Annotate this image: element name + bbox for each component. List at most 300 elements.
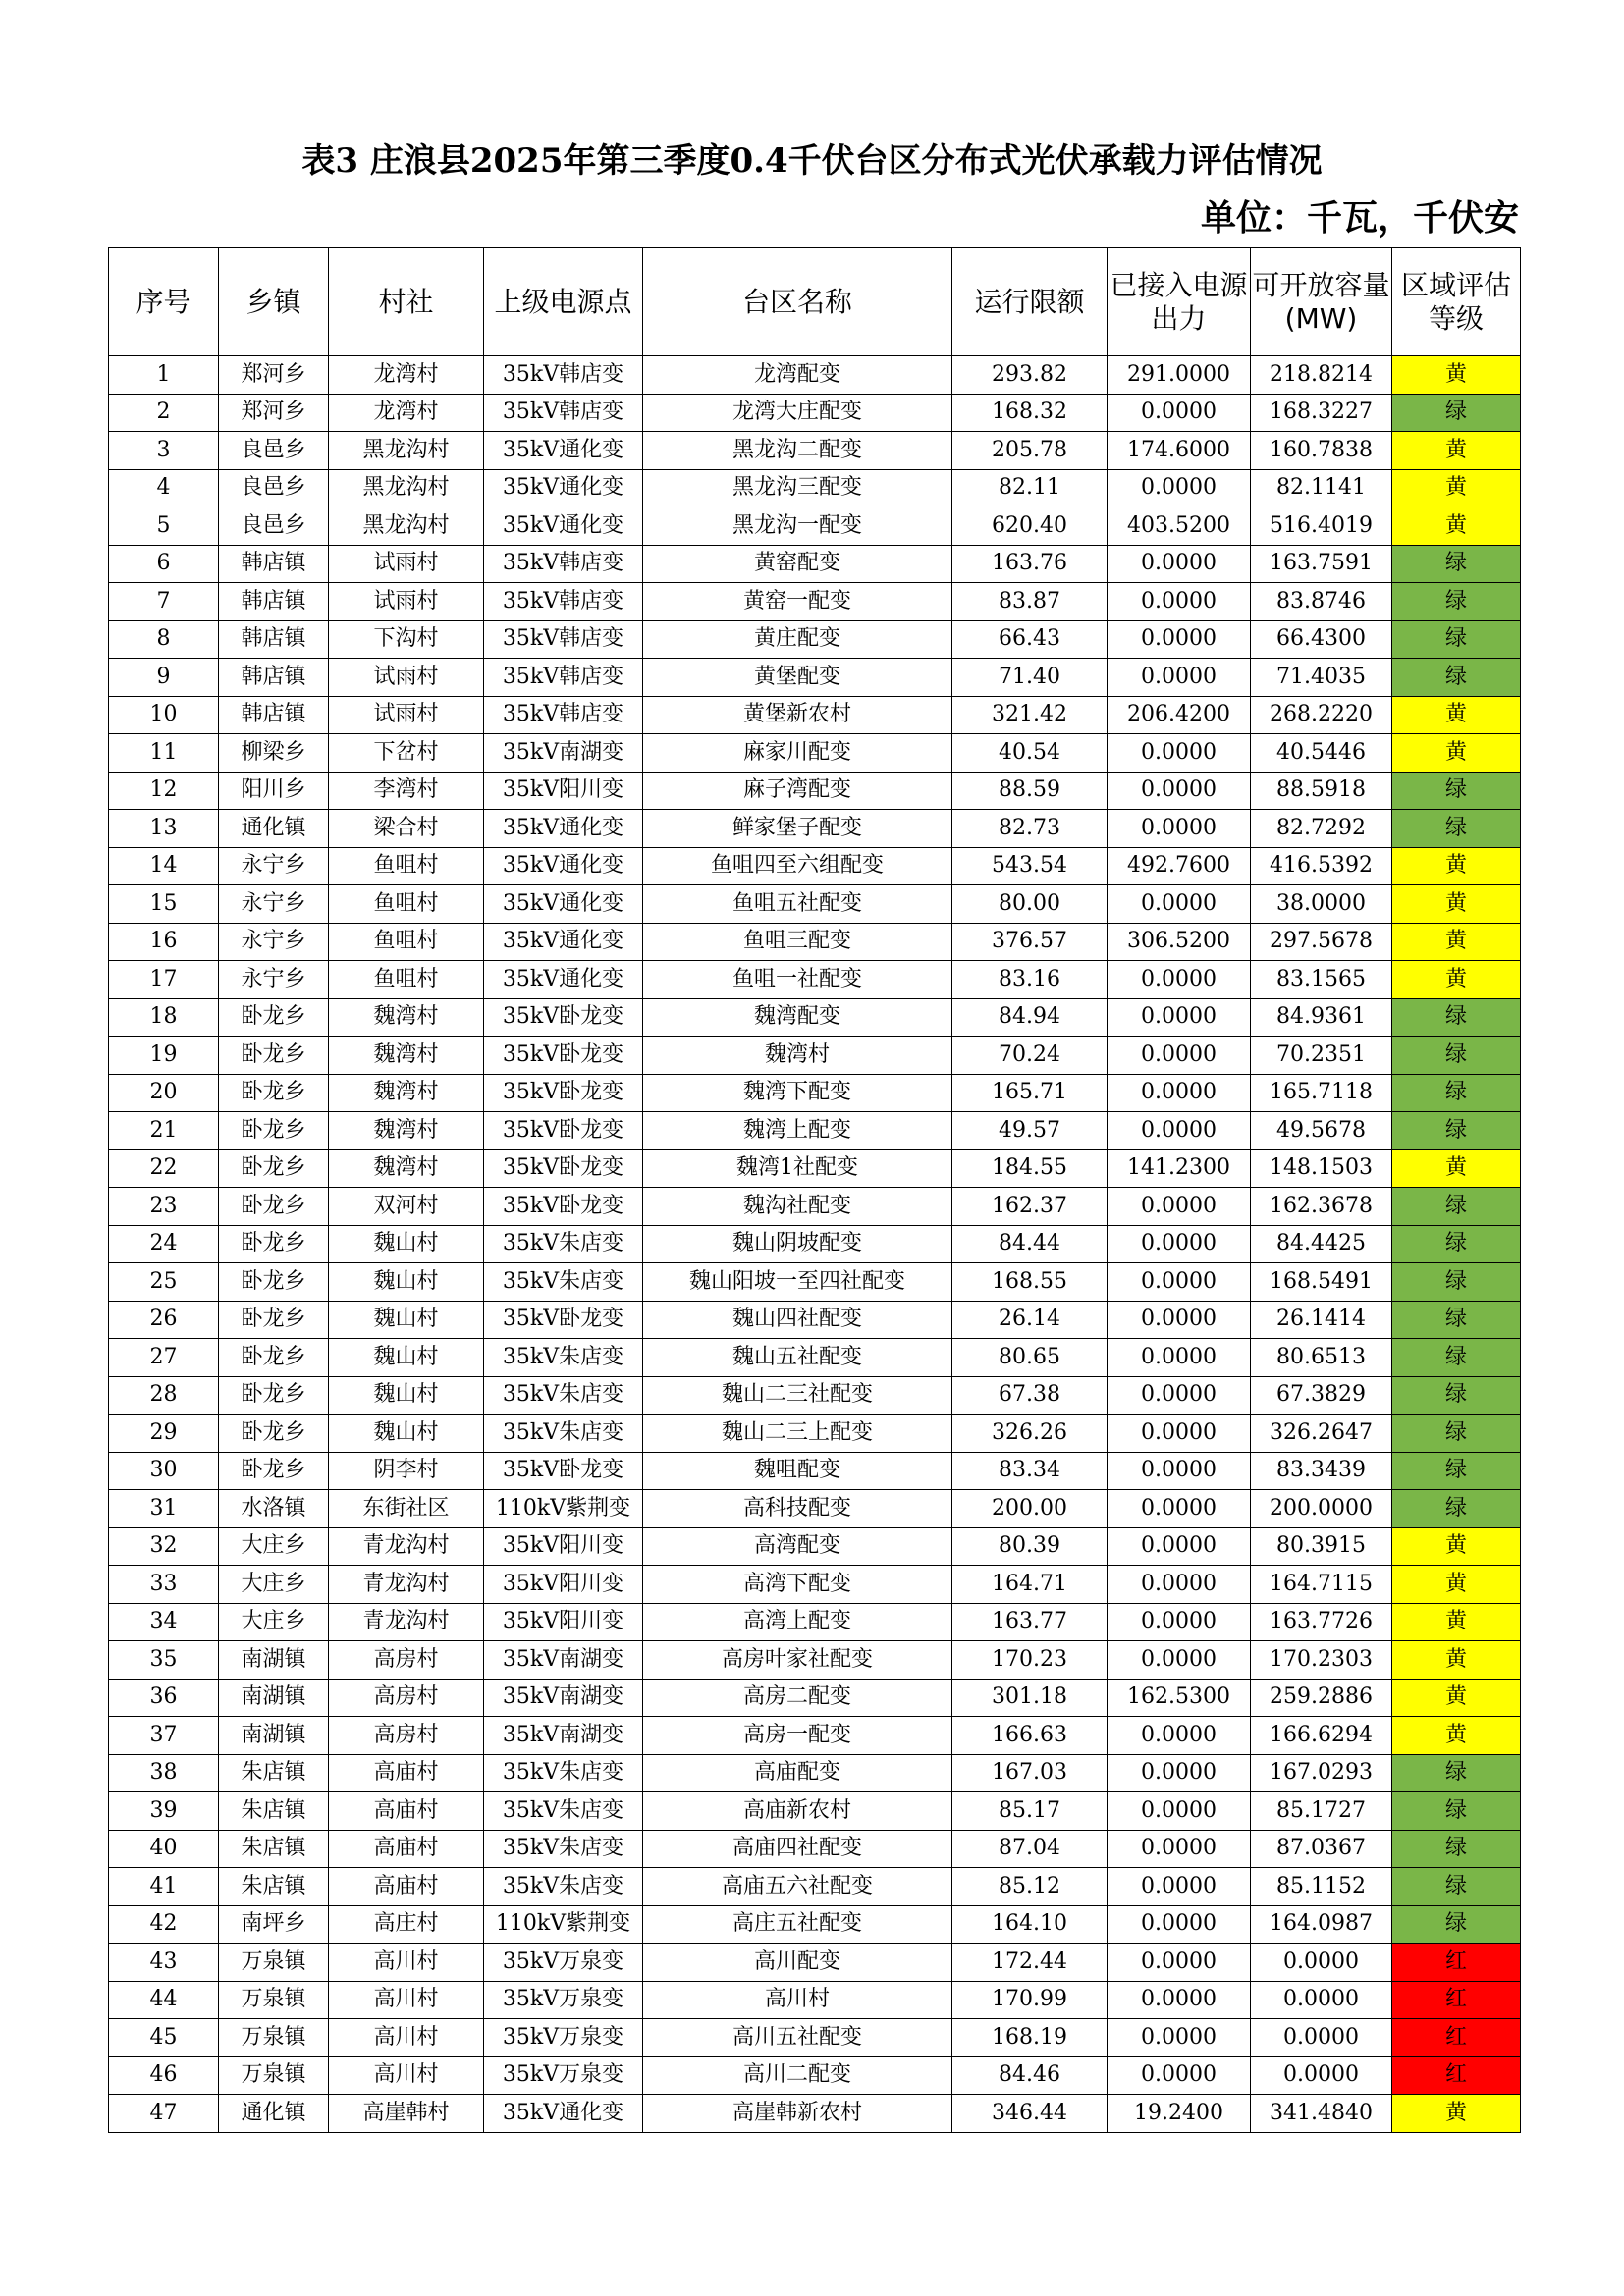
cell-connected-output: 141.2300 — [1108, 1149, 1251, 1188]
cell-area-name: 龙湾大庄配变 — [643, 394, 952, 432]
cell-level: 黄 — [1392, 1527, 1521, 1566]
cell-open-capacity: 66.4300 — [1251, 620, 1392, 659]
cell-township: 卧龙乡 — [219, 1188, 329, 1226]
table-row — [109, 1944, 1521, 1982]
cell-open-capacity: 85.1727 — [1251, 1792, 1392, 1831]
cell-index: 30 — [109, 1452, 219, 1490]
cell-open-capacity: 200.0000 — [1251, 1490, 1392, 1528]
cell-area-name: 魏湾上配变 — [643, 1112, 952, 1150]
cell-village: 魏山村 — [329, 1339, 484, 1377]
cell-operating-limit: 71.40 — [952, 659, 1108, 697]
cell-open-capacity: 516.4019 — [1251, 507, 1392, 546]
cell-township: 通化镇 — [219, 810, 329, 848]
cell-village: 下岔村 — [329, 734, 484, 773]
cell-village: 魏山村 — [329, 1376, 484, 1415]
table-row — [109, 1415, 1521, 1453]
cell-open-capacity: 0.0000 — [1251, 2056, 1392, 2095]
table-row — [109, 1339, 1521, 1377]
cell-village: 魏湾村 — [329, 1074, 484, 1112]
cell-connected-output: 0.0000 — [1108, 1263, 1251, 1302]
cell-open-capacity: 85.1152 — [1251, 1868, 1392, 1906]
cell-area-name: 龙湾配变 — [643, 356, 952, 395]
cell-power-source: 35kV阳川变 — [484, 1603, 643, 1641]
cell-operating-limit: 67.38 — [952, 1376, 1108, 1415]
table-row — [109, 620, 1521, 659]
cell-operating-limit: 184.55 — [952, 1149, 1108, 1188]
cell-open-capacity: 166.6294 — [1251, 1717, 1392, 1755]
cell-connected-output: 0.0000 — [1108, 394, 1251, 432]
cell-open-capacity: 164.0987 — [1251, 1905, 1392, 1944]
cell-connected-output: 0.0000 — [1108, 1792, 1251, 1831]
cell-operating-limit: 376.57 — [952, 923, 1108, 961]
cell-power-source: 35kV万泉变 — [484, 2019, 643, 2057]
cell-power-source: 35kV卧龙变 — [484, 1074, 643, 1112]
cell-open-capacity: 416.5392 — [1251, 847, 1392, 885]
cell-operating-limit: 88.59 — [952, 772, 1108, 810]
cell-area-name: 黄堡新农村 — [643, 696, 952, 734]
cell-connected-output: 0.0000 — [1108, 1566, 1251, 1604]
cell-operating-limit: 85.12 — [952, 1868, 1108, 1906]
header-township: 乡镇 — [219, 248, 329, 356]
cell-township: 大庄乡 — [219, 1603, 329, 1641]
cell-operating-limit: 543.54 — [952, 847, 1108, 885]
cell-index: 19 — [109, 1037, 219, 1075]
cell-open-capacity: 168.5491 — [1251, 1263, 1392, 1302]
cell-power-source: 35kV通化变 — [484, 847, 643, 885]
cell-operating-limit: 82.11 — [952, 469, 1108, 507]
table-row — [109, 583, 1521, 621]
cell-power-source: 35kV南湖变 — [484, 734, 643, 773]
table-row — [109, 432, 1521, 470]
cell-open-capacity: 167.0293 — [1251, 1754, 1392, 1792]
cell-operating-limit: 166.63 — [952, 1717, 1108, 1755]
cell-index: 4 — [109, 469, 219, 507]
cell-connected-output: 0.0000 — [1108, 1112, 1251, 1150]
cell-connected-output: 0.0000 — [1108, 1830, 1251, 1868]
cell-village: 黑龙沟村 — [329, 432, 484, 470]
header-connected-output: 已接入电源出力 — [1108, 248, 1251, 356]
cell-open-capacity: 326.2647 — [1251, 1415, 1392, 1453]
cell-level: 红 — [1392, 2056, 1521, 2095]
cell-area-name: 麻家川配变 — [643, 734, 952, 773]
cell-operating-limit: 346.44 — [952, 2095, 1108, 2133]
cell-area-name: 高川村 — [643, 1981, 952, 2019]
cell-township: 卧龙乡 — [219, 1415, 329, 1453]
cell-level: 绿 — [1392, 1792, 1521, 1831]
cell-village: 东街社区 — [329, 1490, 484, 1528]
cell-operating-limit: 326.26 — [952, 1415, 1108, 1453]
cell-operating-limit: 83.87 — [952, 583, 1108, 621]
cell-index: 35 — [109, 1641, 219, 1680]
cell-village: 魏湾村 — [329, 1037, 484, 1075]
cell-connected-output: 0.0000 — [1108, 1188, 1251, 1226]
cell-open-capacity: 82.1141 — [1251, 469, 1392, 507]
cell-area-name: 魏山二三上配变 — [643, 1415, 952, 1453]
cell-village: 高庙村 — [329, 1792, 484, 1831]
cell-power-source: 35kV朱店变 — [484, 1263, 643, 1302]
cell-index: 25 — [109, 1263, 219, 1302]
cell-connected-output: 0.0000 — [1108, 620, 1251, 659]
cell-open-capacity: 160.7838 — [1251, 432, 1392, 470]
cell-operating-limit: 200.00 — [952, 1490, 1108, 1528]
cell-level: 黄 — [1392, 1717, 1521, 1755]
cell-level: 绿 — [1392, 1263, 1521, 1302]
cell-connected-output: 0.0000 — [1108, 583, 1251, 621]
table-row — [109, 1263, 1521, 1302]
cell-operating-limit: 87.04 — [952, 1830, 1108, 1868]
table-body — [109, 356, 1521, 2133]
table-row — [109, 1830, 1521, 1868]
cell-level: 绿 — [1392, 394, 1521, 432]
cell-index: 29 — [109, 1415, 219, 1453]
cell-operating-limit: 83.16 — [952, 961, 1108, 999]
cell-township: 卧龙乡 — [219, 1263, 329, 1302]
cell-power-source: 110kV紫荆变 — [484, 1490, 643, 1528]
cell-level: 黄 — [1392, 847, 1521, 885]
cell-open-capacity: 168.3227 — [1251, 394, 1392, 432]
cell-connected-output: 0.0000 — [1108, 1376, 1251, 1415]
cell-area-name: 黄窑一配变 — [643, 583, 952, 621]
cell-power-source: 35kV韩店变 — [484, 696, 643, 734]
cell-level: 黄 — [1392, 885, 1521, 924]
cell-operating-limit: 162.37 — [952, 1188, 1108, 1226]
cell-township: 良邑乡 — [219, 507, 329, 546]
cell-level: 绿 — [1392, 1037, 1521, 1075]
cell-village: 黑龙沟村 — [329, 507, 484, 546]
cell-area-name: 麻子湾配变 — [643, 772, 952, 810]
cell-index: 27 — [109, 1339, 219, 1377]
cell-village: 试雨村 — [329, 696, 484, 734]
cell-power-source: 35kV卧龙变 — [484, 998, 643, 1037]
cell-level: 黄 — [1392, 469, 1521, 507]
cell-operating-limit: 167.03 — [952, 1754, 1108, 1792]
cell-power-source: 35kV通化变 — [484, 2095, 643, 2133]
cell-operating-limit: 164.10 — [952, 1905, 1108, 1944]
cell-township: 卧龙乡 — [219, 1452, 329, 1490]
cell-operating-limit: 163.76 — [952, 545, 1108, 583]
table-row — [109, 1037, 1521, 1075]
cell-power-source: 35kV卧龙变 — [484, 1452, 643, 1490]
cell-level: 黄 — [1392, 432, 1521, 470]
cell-village: 高川村 — [329, 1981, 484, 2019]
cell-village: 龙湾村 — [329, 394, 484, 432]
cell-connected-output: 0.0000 — [1108, 1527, 1251, 1566]
cell-connected-output: 0.0000 — [1108, 1641, 1251, 1680]
cell-level: 红 — [1392, 2019, 1521, 2057]
cell-index: 18 — [109, 998, 219, 1037]
cell-township: 南湖镇 — [219, 1679, 329, 1717]
cell-township: 卧龙乡 — [219, 1301, 329, 1339]
cell-level: 黄 — [1392, 507, 1521, 546]
cell-area-name: 魏咀配变 — [643, 1452, 952, 1490]
cell-open-capacity: 163.7591 — [1251, 545, 1392, 583]
cell-power-source: 35kV韩店变 — [484, 659, 643, 697]
table-title: 表3 庄浪县2025年第三季度0.4千伏台区分布式光伏承载力评估情况 — [301, 141, 1323, 181]
table-row — [109, 1225, 1521, 1263]
cell-power-source: 35kV通化变 — [484, 507, 643, 546]
cell-open-capacity: 49.5678 — [1251, 1112, 1392, 1150]
table-row — [109, 1527, 1521, 1566]
cell-open-capacity: 148.1503 — [1251, 1149, 1392, 1188]
cell-open-capacity: 165.7118 — [1251, 1074, 1392, 1112]
cell-power-source: 35kV通化变 — [484, 923, 643, 961]
cell-village: 青龙沟村 — [329, 1603, 484, 1641]
cell-open-capacity: 341.4840 — [1251, 2095, 1392, 2133]
cell-power-source: 35kV万泉变 — [484, 1981, 643, 2019]
cell-connected-output: 0.0000 — [1108, 1037, 1251, 1075]
cell-index: 21 — [109, 1112, 219, 1150]
cell-level: 绿 — [1392, 1905, 1521, 1944]
cell-area-name: 高房一配变 — [643, 1717, 952, 1755]
cell-open-capacity: 83.3439 — [1251, 1452, 1392, 1490]
cell-index: 9 — [109, 659, 219, 697]
cell-operating-limit: 66.43 — [952, 620, 1108, 659]
table-row — [109, 1376, 1521, 1415]
cell-operating-limit: 172.44 — [952, 1944, 1108, 1982]
cell-open-capacity: 67.3829 — [1251, 1376, 1392, 1415]
table-row — [109, 1981, 1521, 2019]
cell-township: 卧龙乡 — [219, 1339, 329, 1377]
cell-open-capacity: 87.0367 — [1251, 1830, 1392, 1868]
cell-level: 绿 — [1392, 1301, 1521, 1339]
cell-power-source: 35kV南湖变 — [484, 1717, 643, 1755]
cell-area-name: 魏山五社配变 — [643, 1339, 952, 1377]
cell-area-name: 高庙五六社配变 — [643, 1868, 952, 1906]
cell-area-name: 高川五社配变 — [643, 2019, 952, 2057]
cell-connected-output: 0.0000 — [1108, 1074, 1251, 1112]
cell-village: 高川村 — [329, 1944, 484, 1982]
cell-area-name: 高崖韩新农村 — [643, 2095, 952, 2133]
cell-power-source: 35kV南湖变 — [484, 1679, 643, 1717]
cell-connected-output: 291.0000 — [1108, 356, 1251, 395]
cell-connected-output: 0.0000 — [1108, 2056, 1251, 2095]
table-row — [109, 1717, 1521, 1755]
cell-index: 42 — [109, 1905, 219, 1944]
cell-level: 绿 — [1392, 620, 1521, 659]
cell-level: 绿 — [1392, 545, 1521, 583]
cell-power-source: 35kV朱店变 — [484, 1376, 643, 1415]
cell-open-capacity: 162.3678 — [1251, 1188, 1392, 1226]
cell-power-source: 35kV朱店变 — [484, 1225, 643, 1263]
cell-village: 试雨村 — [329, 583, 484, 621]
cell-operating-limit: 165.71 — [952, 1074, 1108, 1112]
cell-power-source: 110kV紫荆变 — [484, 1905, 643, 1944]
cell-level: 黄 — [1392, 1641, 1521, 1680]
cell-level: 黄 — [1392, 1603, 1521, 1641]
cell-level: 绿 — [1392, 1112, 1521, 1150]
cell-index: 37 — [109, 1717, 219, 1755]
cell-power-source: 35kV朱店变 — [484, 1868, 643, 1906]
cell-level: 绿 — [1392, 1188, 1521, 1226]
cell-level: 黄 — [1392, 1679, 1521, 1717]
cell-operating-limit: 163.77 — [952, 1603, 1108, 1641]
table-row — [109, 885, 1521, 924]
header-village: 村社 — [329, 248, 484, 356]
cell-index: 32 — [109, 1527, 219, 1566]
cell-index: 28 — [109, 1376, 219, 1415]
cell-township: 良邑乡 — [219, 432, 329, 470]
table-row — [109, 394, 1521, 432]
cell-power-source: 35kV韩店变 — [484, 620, 643, 659]
cell-village: 李湾村 — [329, 772, 484, 810]
cell-area-name: 黄庄配变 — [643, 620, 952, 659]
cell-connected-output: 0.0000 — [1108, 2019, 1251, 2057]
cell-area-name: 高庄五社配变 — [643, 1905, 952, 1944]
cell-village: 鱼咀村 — [329, 961, 484, 999]
cell-power-source: 35kV卧龙变 — [484, 1037, 643, 1075]
cell-index: 46 — [109, 2056, 219, 2095]
cell-area-name: 黄窑配变 — [643, 545, 952, 583]
cell-open-capacity: 26.1414 — [1251, 1301, 1392, 1339]
table-row — [109, 1301, 1521, 1339]
cell-connected-output: 0.0000 — [1108, 1603, 1251, 1641]
cell-index: 23 — [109, 1188, 219, 1226]
table-row — [109, 2019, 1521, 2057]
cell-connected-output: 0.0000 — [1108, 885, 1251, 924]
table-row — [109, 545, 1521, 583]
cell-level: 黄 — [1392, 961, 1521, 999]
cell-operating-limit: 321.42 — [952, 696, 1108, 734]
cell-township: 南湖镇 — [219, 1717, 329, 1755]
cell-power-source: 35kV朱店变 — [484, 1415, 643, 1453]
cell-township: 卧龙乡 — [219, 1037, 329, 1075]
cell-index: 44 — [109, 1981, 219, 2019]
cell-area-name: 高房叶家社配变 — [643, 1641, 952, 1680]
table-row — [109, 961, 1521, 999]
cell-index: 26 — [109, 1301, 219, 1339]
cell-village: 高房村 — [329, 1641, 484, 1680]
cell-township: 韩店镇 — [219, 583, 329, 621]
table-row — [109, 810, 1521, 848]
cell-level: 绿 — [1392, 1415, 1521, 1453]
cell-village: 黑龙沟村 — [329, 469, 484, 507]
cell-index: 15 — [109, 885, 219, 924]
table-row — [109, 1679, 1521, 1717]
cell-township: 郑河乡 — [219, 356, 329, 395]
cell-township: 朱店镇 — [219, 1830, 329, 1868]
cell-village: 魏湾村 — [329, 1112, 484, 1150]
cell-area-name: 黑龙沟二配变 — [643, 432, 952, 470]
table-row — [109, 772, 1521, 810]
cell-operating-limit: 26.14 — [952, 1301, 1108, 1339]
cell-township: 卧龙乡 — [219, 1112, 329, 1150]
cell-connected-output: 0.0000 — [1108, 734, 1251, 773]
cell-village: 鱼咀村 — [329, 885, 484, 924]
cell-area-name: 高科技配变 — [643, 1490, 952, 1528]
cell-village: 青龙沟村 — [329, 1527, 484, 1566]
cell-connected-output: 0.0000 — [1108, 545, 1251, 583]
table-row — [109, 659, 1521, 697]
cell-area-name: 高川二配变 — [643, 2056, 952, 2095]
cell-power-source: 35kV南湖变 — [484, 1641, 643, 1680]
cell-village: 阴李村 — [329, 1452, 484, 1490]
table-row — [109, 923, 1521, 961]
cell-township: 大庄乡 — [219, 1527, 329, 1566]
cell-level: 绿 — [1392, 1830, 1521, 1868]
cell-index: 36 — [109, 1679, 219, 1717]
table-row — [109, 507, 1521, 546]
cell-township: 阳川乡 — [219, 772, 329, 810]
cell-village: 高庄村 — [329, 1905, 484, 1944]
cell-open-capacity: 83.1565 — [1251, 961, 1392, 999]
table-row — [109, 1792, 1521, 1831]
cell-village: 青龙沟村 — [329, 1566, 484, 1604]
cell-village: 试雨村 — [329, 545, 484, 583]
header-index: 序号 — [109, 248, 219, 356]
cell-township: 万泉镇 — [219, 2019, 329, 2057]
cell-area-name: 鲜家堡子配变 — [643, 810, 952, 848]
table-row — [109, 1188, 1521, 1226]
cell-index: 47 — [109, 2095, 219, 2133]
cell-area-name: 魏湾村 — [643, 1037, 952, 1075]
cell-level: 绿 — [1392, 583, 1521, 621]
cell-open-capacity: 268.2220 — [1251, 696, 1392, 734]
cell-village: 高房村 — [329, 1679, 484, 1717]
cell-connected-output: 0.0000 — [1108, 772, 1251, 810]
cell-township: 卧龙乡 — [219, 998, 329, 1037]
cell-open-capacity: 40.5446 — [1251, 734, 1392, 773]
cell-connected-output: 0.0000 — [1108, 1981, 1251, 2019]
cell-area-name: 鱼咀一社配变 — [643, 961, 952, 999]
cell-township: 永宁乡 — [219, 885, 329, 924]
cell-area-name: 鱼咀三配变 — [643, 923, 952, 961]
cell-area-name: 高湾下配变 — [643, 1566, 952, 1604]
cell-index: 40 — [109, 1830, 219, 1868]
cell-connected-output: 0.0000 — [1108, 1339, 1251, 1377]
cell-operating-limit: 84.94 — [952, 998, 1108, 1037]
cell-village: 鱼咀村 — [329, 847, 484, 885]
cell-area-name: 高川配变 — [643, 1944, 952, 1982]
cell-level: 绿 — [1392, 998, 1521, 1037]
cell-township: 永宁乡 — [219, 847, 329, 885]
cell-village: 鱼咀村 — [329, 923, 484, 961]
cell-index: 14 — [109, 847, 219, 885]
cell-village: 高川村 — [329, 2056, 484, 2095]
cell-operating-limit: 49.57 — [952, 1112, 1108, 1150]
header-area-name: 台区名称 — [643, 248, 952, 356]
cell-index: 13 — [109, 810, 219, 848]
table-row — [109, 847, 1521, 885]
cell-connected-output: 0.0000 — [1108, 1452, 1251, 1490]
cell-power-source: 35kV阳川变 — [484, 772, 643, 810]
cell-index: 20 — [109, 1074, 219, 1112]
header-open-capacity: 可开放容量(MW) — [1251, 248, 1392, 356]
header-row — [109, 248, 1521, 356]
cell-open-capacity: 71.4035 — [1251, 659, 1392, 697]
cell-level: 绿 — [1392, 659, 1521, 697]
cell-village: 梁合村 — [329, 810, 484, 848]
cell-index: 45 — [109, 2019, 219, 2057]
cell-index: 16 — [109, 923, 219, 961]
cell-operating-limit: 170.23 — [952, 1641, 1108, 1680]
cell-township: 南湖镇 — [219, 1641, 329, 1680]
table-row — [109, 2056, 1521, 2095]
cell-township: 韩店镇 — [219, 696, 329, 734]
cell-power-source: 35kV朱店变 — [484, 1754, 643, 1792]
table-row — [109, 356, 1521, 395]
cell-level: 绿 — [1392, 1376, 1521, 1415]
cell-connected-output: 0.0000 — [1108, 1905, 1251, 1944]
cell-index: 22 — [109, 1149, 219, 1188]
cell-operating-limit: 80.00 — [952, 885, 1108, 924]
cell-open-capacity: 82.7292 — [1251, 810, 1392, 848]
cell-township: 万泉镇 — [219, 2056, 329, 2095]
cell-power-source: 35kV朱店变 — [484, 1830, 643, 1868]
cell-index: 33 — [109, 1566, 219, 1604]
cell-power-source: 35kV万泉变 — [484, 2056, 643, 2095]
cell-township: 万泉镇 — [219, 1944, 329, 1982]
cell-township: 朱店镇 — [219, 1868, 329, 1906]
